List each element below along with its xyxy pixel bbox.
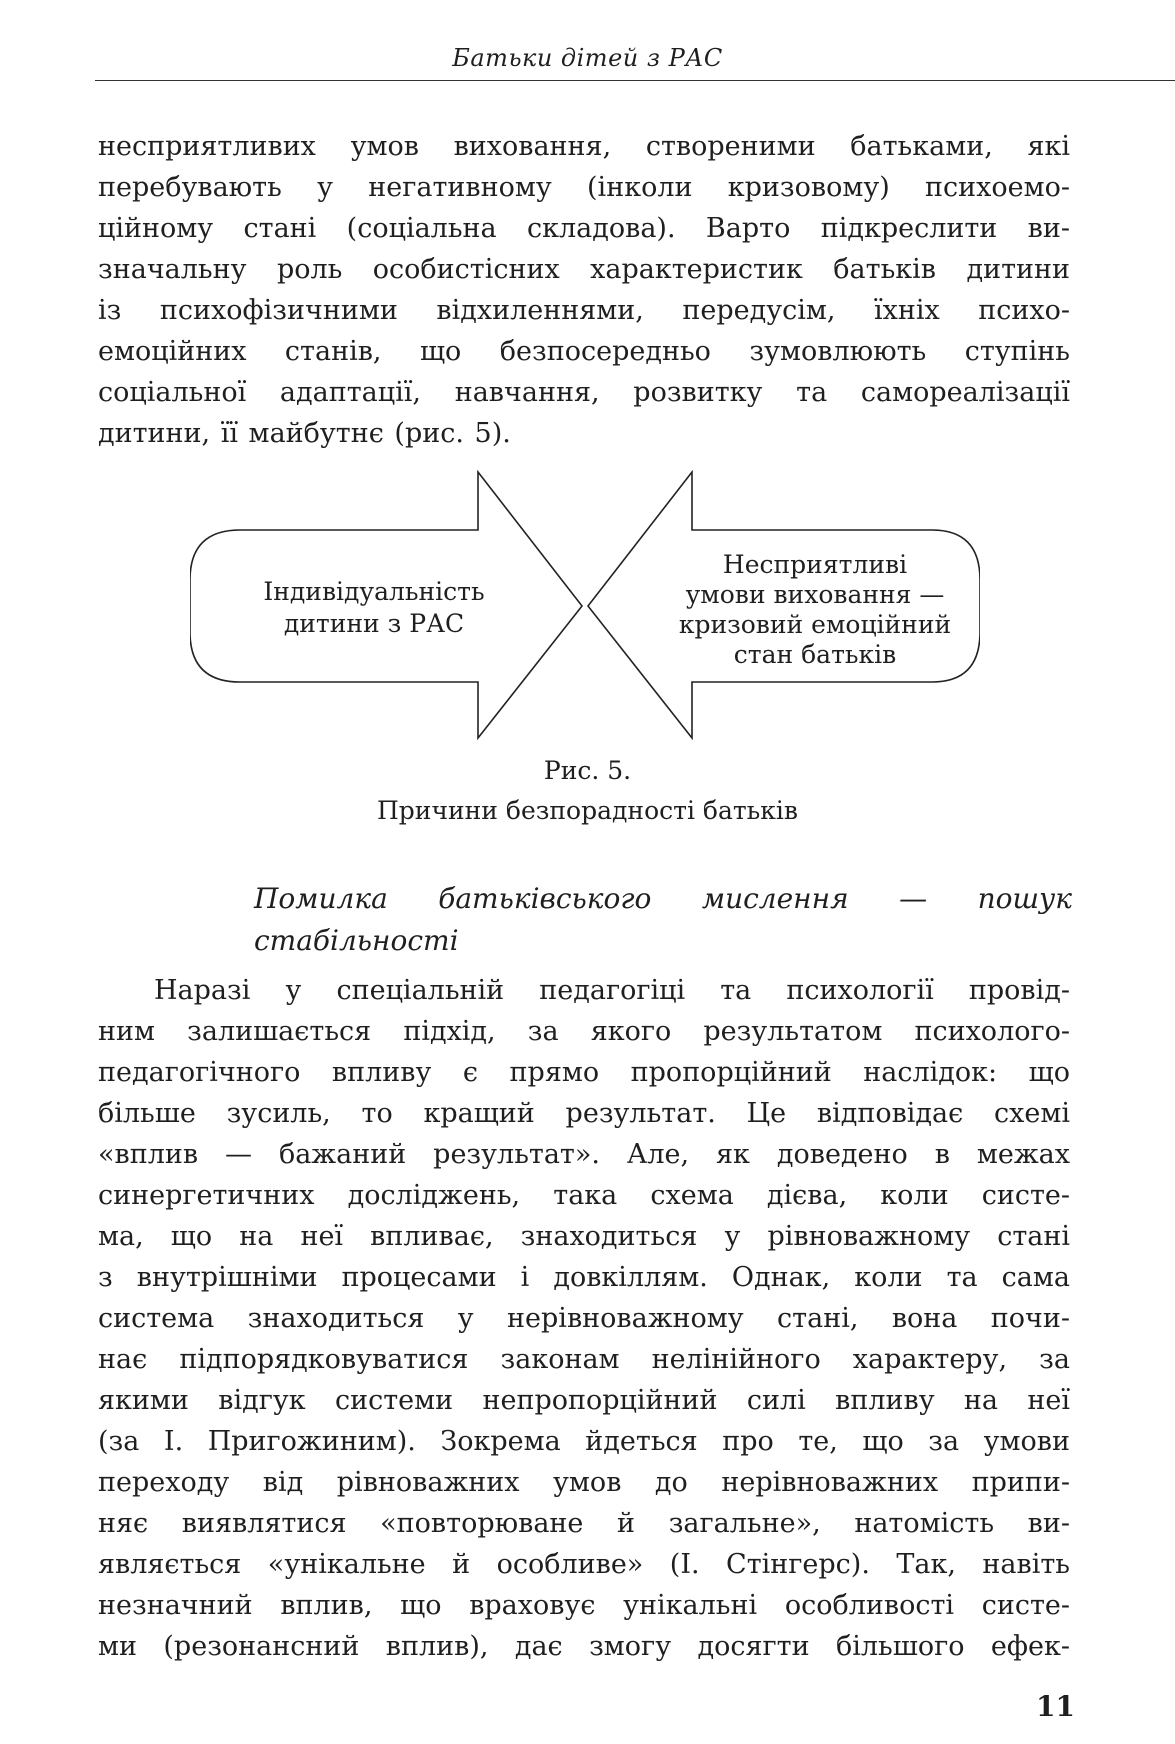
running-header: Батьки дітей з РАС (452, 44, 723, 72)
text-line: (за І. Пригожиним). Зокрема йдеться про те, що за умови (98, 1426, 1070, 1457)
subheading-line: Помилка батьківського мислення — пошук (254, 882, 1072, 915)
page-number: 11 (1036, 1690, 1075, 1723)
text-line: переходу від рівноважних умов до нерівноважних припи- (98, 1467, 1070, 1498)
left-box-line-1: Індивідуальність (263, 577, 485, 606)
text-line: синергетичних досліджень, така схема дієва, коли систе- (98, 1180, 1070, 1211)
text-line: якими відгук системи непропорційний силі впливу на неї (98, 1385, 1070, 1416)
text-line: більше зусиль, то кращий результат. Це відповідає схемі (98, 1098, 1070, 1129)
subheading-line: стабільності (254, 924, 459, 957)
text-line: Наразі у спеціальній педагогіці та психології провід- (154, 975, 1070, 1006)
right-box-line-2: умови виховання — (685, 580, 945, 609)
figure-number: Рис. 5. (543, 756, 632, 785)
text-line: незначний вплив, що враховує унікальні особливості систе- (98, 1590, 1070, 1621)
text-line: являється «унікальне й особливе» (І. Стінгерс). Так, навіть (98, 1549, 1070, 1580)
text-line: ми (резонансний вплив), дає змогу досягти більшого ефек- (98, 1631, 1070, 1662)
text-line: соціальної адаптації, навчання, розвитку та самореалізації (98, 377, 1070, 408)
section-subheading (254, 878, 1072, 962)
right-box-line-4: стан батьків (733, 640, 897, 669)
text-line: дитини, її майбутнє (рис. 5). (98, 418, 511, 449)
text-line: перебувають у негативному (інколи кризовому) психоемо- (98, 172, 1070, 203)
text-line: із психофізичними відхиленнями, передусім, їхніх психо- (98, 295, 1070, 326)
text-line: педагогічного впливу є прямо пропорційний наслідок: що (98, 1057, 1070, 1088)
text-line: няє виявлятися «повторюване й загальне», натомість ви- (98, 1508, 1070, 1539)
text-line: нає підпорядковуватися законам нелінійного характеру, за (98, 1344, 1070, 1375)
paragraph-1 (98, 126, 1070, 454)
right-box-line-3: кризовий емоційний (678, 610, 952, 639)
text-line: з внутрішніми процесами і довкіллям. Однак, коли та сама (98, 1262, 1070, 1293)
paragraph-2 (98, 970, 1070, 1667)
text-line: емоційних станів, що безпосередньо зумовлюють ступінь (98, 336, 1070, 367)
text-line: ним залишається підхід, за якого результатом психолого- (98, 1016, 1070, 1047)
figure-caption: Причини безпорадності батьків (376, 796, 798, 825)
text-line: значальну роль особистісних характеристик батьків дитини (98, 254, 1070, 285)
text-line: несприятливих умов виховання, створеними батьками, які (98, 131, 1070, 162)
left-box-line-2: дитини з РАС (283, 609, 465, 638)
right-box-line-1: Несприятливі (722, 550, 908, 579)
text-line: «вплив — бажаний результат». Але, як доведено в межах (98, 1139, 1070, 1170)
figure-5-diagram (190, 470, 980, 740)
header-rule (95, 80, 1175, 81)
text-line: ма, що на неї впливає, знаходиться у рівноважному стані (98, 1221, 1070, 1252)
text-line: ційному стані (соціальна складова). Варто підкреслити ви- (98, 213, 1070, 244)
text-line: система знаходиться у нерівноважному стані, вона почи- (98, 1303, 1070, 1334)
